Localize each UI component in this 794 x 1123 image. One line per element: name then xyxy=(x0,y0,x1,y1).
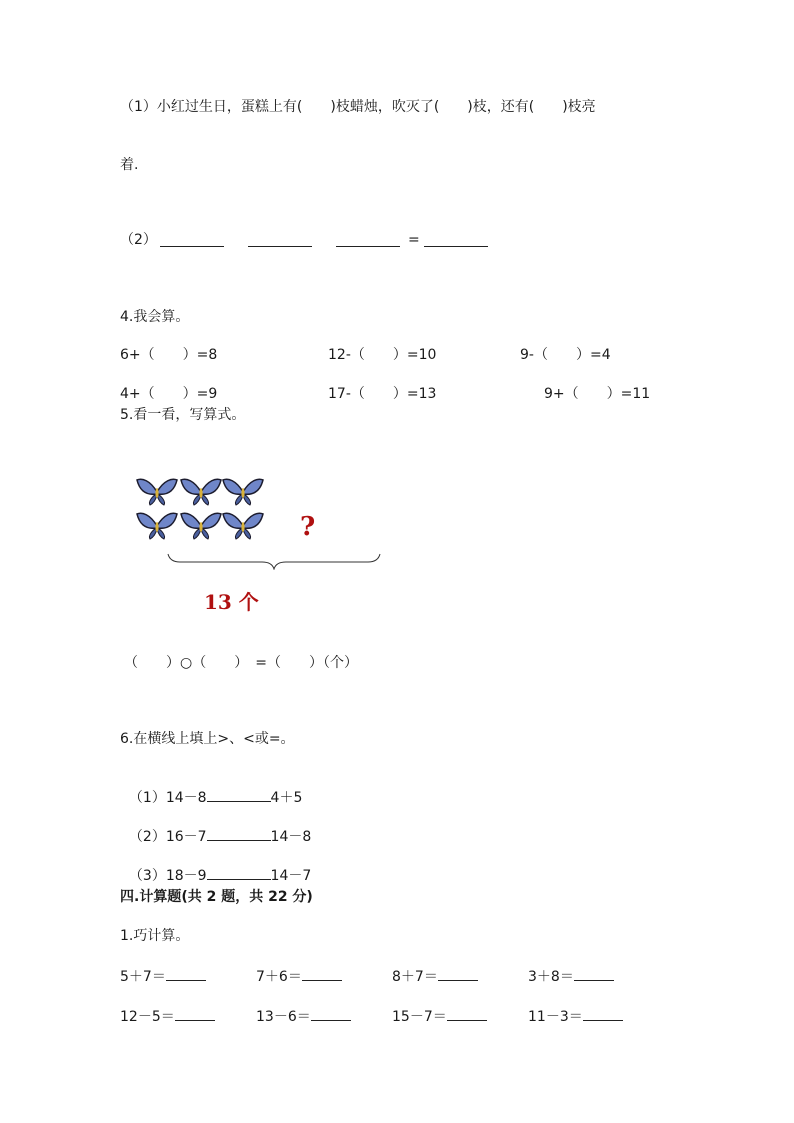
calc-expr: 5＋7＝ xyxy=(120,969,166,985)
q6-item xyxy=(120,847,311,885)
q4-expr: 6+（ ）=8 xyxy=(120,347,218,363)
answer-blank[interactable] xyxy=(160,232,224,247)
calc-item xyxy=(256,1006,351,1026)
q6-item-left: （1）14－8 xyxy=(128,790,207,806)
butterfly-icon xyxy=(136,510,178,540)
q3-item2-label: （2） xyxy=(120,232,157,248)
calc-item xyxy=(120,966,206,986)
q3-item1-line2: 着. xyxy=(120,157,139,173)
calc-item xyxy=(392,966,478,986)
calc-item xyxy=(528,1006,623,1026)
answer-blank[interactable] xyxy=(175,1006,215,1021)
calc-expr: 15－7＝ xyxy=(392,1009,447,1025)
calc-expr: 7＋6＝ xyxy=(256,969,302,985)
butterfly-icon xyxy=(180,476,222,506)
answer-blank[interactable] xyxy=(207,787,271,802)
answer-blank[interactable] xyxy=(207,826,271,841)
calc-expr: 12－5＝ xyxy=(120,1009,175,1025)
answer-blank[interactable] xyxy=(207,865,271,880)
q5-answer-line: （ ）○（ ） =（ ）（个） xyxy=(124,655,358,671)
calc-item xyxy=(528,966,614,986)
answer-blank[interactable] xyxy=(311,1006,351,1021)
answer-blank[interactable] xyxy=(336,232,400,247)
calc-expr: 11－3＝ xyxy=(528,1009,583,1025)
calc-item xyxy=(120,1006,215,1026)
section4-q1-title: 1.巧计算。 xyxy=(120,928,190,944)
q6-item xyxy=(120,769,302,807)
butterfly-icon xyxy=(136,476,178,506)
q6-item-left: （2）16－7 xyxy=(128,829,207,845)
question-mark: ? xyxy=(300,512,316,542)
answer-blank[interactable] xyxy=(438,966,478,981)
q6-title: 6.在横线上填上>、<或=。 xyxy=(120,731,295,747)
total-label: 13 个 xyxy=(204,590,259,614)
q4-title: 4.我会算。 xyxy=(120,309,190,325)
calc-expr: 13－6＝ xyxy=(256,1009,311,1025)
q6-item xyxy=(120,808,311,846)
calc-expr: 3＋8＝ xyxy=(528,969,574,985)
butterfly-icon xyxy=(180,510,222,540)
q3-item1-line1: （1）小红过生日，蛋糕上有( )枝蜡烛，吹灭了( )枝，还有( )枝亮 xyxy=(120,99,596,115)
equals-sign: = xyxy=(408,232,420,248)
q6-item-right: 14－7 xyxy=(270,868,312,884)
answer-blank[interactable] xyxy=(583,1006,623,1021)
answer-blank[interactable] xyxy=(248,232,312,247)
q4-expr: 9-（ ）=4 xyxy=(520,347,611,363)
calc-item xyxy=(256,966,342,986)
answer-blank[interactable] xyxy=(302,966,342,981)
q4-expr: 12-（ ）=10 xyxy=(328,347,437,363)
butterfly-icon xyxy=(222,476,264,506)
answer-blank[interactable] xyxy=(166,966,206,981)
calc-item xyxy=(392,1006,487,1026)
answer-blank[interactable] xyxy=(574,966,614,981)
q6-item-left: （3）18－9 xyxy=(128,868,207,884)
curly-brace xyxy=(166,552,382,570)
section4-title: 四.计算题(共 2 题，共 22 分) xyxy=(120,889,313,905)
q4-expr: 17-（ ）=13 xyxy=(328,386,437,402)
answer-blank[interactable] xyxy=(424,232,488,247)
butterfly-icon xyxy=(222,510,264,540)
answer-blank[interactable] xyxy=(447,1006,487,1021)
q4-expr: 4+（ ）=9 xyxy=(120,386,218,402)
q5-title: 5.看一看，写算式。 xyxy=(120,407,246,423)
calc-expr: 8＋7＝ xyxy=(392,969,438,985)
q6-item-right: 4＋5 xyxy=(270,790,303,806)
q4-expr: 9+（ ）=11 xyxy=(544,386,651,402)
q6-item-right: 14－8 xyxy=(270,829,312,845)
